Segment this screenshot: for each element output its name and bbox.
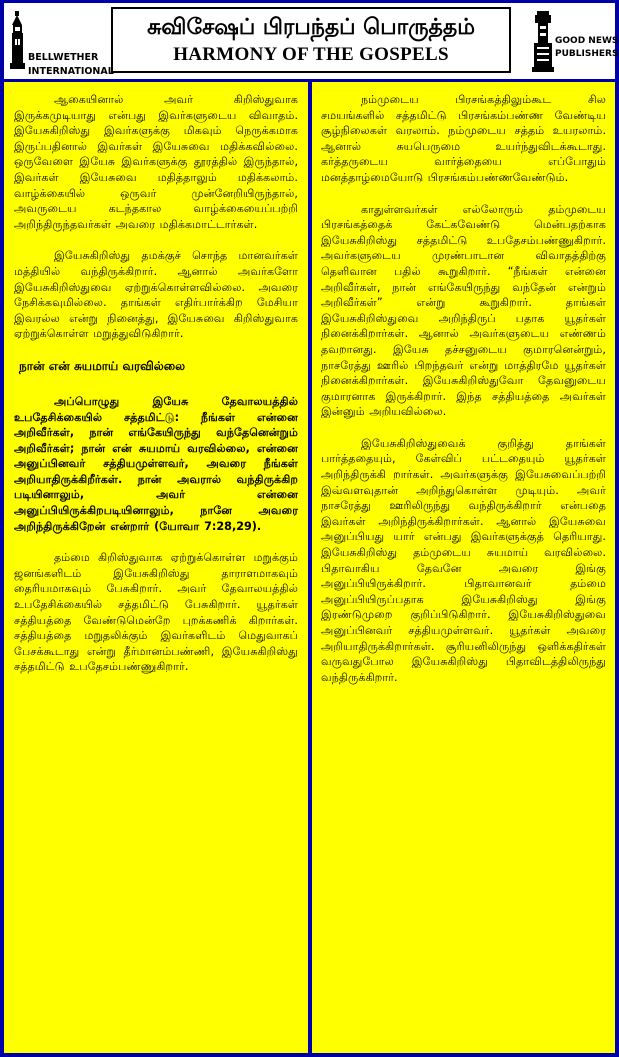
bellwether-logo (8, 9, 114, 77)
right-paragraph-2: காதுள்ளவர்கள் எல்லோரும் தம்முடைய பிரசங்கத்தைக் கேட்கவேண்டு மென்பதற்காக இயேசுகிறிஸ்து சத்தமிட்டு உபதேசம்பண்ணுகிறார். அவர்களுடைய முரண்பாடான விவாதத்திற்கு தெளிவான பதில் கூறுகிறார். “நீங்கள் என்னை அறிவீர்கள், நான் எங்கேயிருந்து வந்தேன் என்றும் அறிவீர்கள்” என்று கூறுகிறார். தாங்கள் இயேசுகிறிஸ்துவை அறிந்திருப் பதாக யூதர்கள் நினைக்கிறார்கள். ஆனால் அவர்களுடைய எண்ணம் தவறானது. இயேசு தச்சனுடைய குமாரனென்றும், நாசரேத்து ஊரில் பிறந்தவர் என்று மாத்திரமே யூதர்கள் நினைக்கிறார்கள். இயேசுகிறிஸ்துவோ தேவனுடைய குமாரனாக இருக்கிறார். இந்த சத்தியத்தை அவர்கள் இன்னும் அறியவில்லை. (321, 202, 606, 419)
page-title-tamil: சுவிசேஷப் பிரபந்தப் பொருத்தம் (147, 15, 475, 40)
scripture-quote: அப்பொழுது இயேசு தேவாலயத்தில் உபதேசிக்கையில் சத்தமிட்டு: நீங்கள் என்னை அறிவீர்கள், நான் எங்கேயிருந்து வந்தேனென்றும் அறிவீர்கள்; நான் என் சுயமாய் வரவில்லை, என்னை அனுப்பினவர் சத்தியமுள்ளவர், அவரை நீங்கள் அறியாதிருக்கிறீர்கள். நான் அவரால் வந்திருக்கிற படியினாலும், அவர் என்னை அனுப்பியிருக்கிறபடியினாலும், நானே அவரை அறிந்திருக்கிறேன் என்றார் (யோவா 7:28,29). (14, 394, 298, 533)
bell-tower-icon (8, 9, 28, 73)
book-icon (531, 9, 555, 73)
left-column (4, 82, 308, 1053)
left-paragraph-2: இயேசுகிறிஸ்து தமக்குச் சொந்த மானவர்கள் மத்தியில் வந்திருக்கிறார். ஆனால் அவர்களோ இயேசுகிறிஸ்துவை ஏற்றுக்கொள்ளவில்லை. அவரை நேசிக்கவுமில்லை. தாங்கள் எதிர்பார்க்கிற மேசியா இவரல்ல என்று நினைத்து, இயேசுவை கிறிஸ்துவாக ஏற்றுக்கொள்ள மறுத்துவிடுகிறார். (14, 249, 298, 341)
title-box (111, 7, 511, 73)
logo-right-line-1: GOOD NEWS (555, 36, 619, 46)
section-heading: நான் என் சுயமாய் வரவில்லை (19, 358, 186, 373)
header (4, 3, 619, 79)
logo-left-line-2: INTERNATIONAL (28, 66, 114, 77)
logo-right-line-2: PUBLISHERS (555, 49, 619, 59)
logo-left-line-1: BELLWETHER (28, 52, 99, 63)
good-news-publishers-logo (531, 9, 619, 73)
right-paragraph-3: இயேசுகிறிஸ்துவைக் குறித்து தாங்கள் பார்த்ததையும், கேள்விப் பட்டதையும் யூதர்கள் அறிந்திருக்கி றார்கள். அவர்களுக்கு இயேசுவைப்பற்றி இவ்வளவுதான் அறிந்துகொள்ள முடியும். அவர் நாசரேத்து ஊரிலிருந்து வந்திருக்கிறார் என்பதை இவர்கள் அறிந்திருக்கிறார்கள். ஆனால் இயேசுவை அனுப்பியது யார் என்பது இவர்களுக்குத் தெரியாது. இயேசுகிறிஸ்து தம்முடைய சுயமாய் வரவில்லை. பிதாவாகிய தேவனே அவரை இங்கு அனுப்பியிருக்கிறார். பிதாவானவர் தம்மை அனுப்பியிருப்பதாக இயேசுகிறிஸ்து இங்கு இரண்டுமுறை குறிப்பிடுகிறார். இயேசுகிறிஸ்துவை அனுப்பினவர் சத்தியமுள்ளவர். யூதர்கள் அவரை அறியாதிருக்கிறார்கள். சூரியனிலிருந்து ஒளிக்கதிர்கள் வருவதுபோல இயேசுகிறிஸ்து பிதாவிடத்திலிருந்து வந்திருக்கிறார். (321, 436, 606, 684)
right-column (312, 82, 615, 1053)
right-paragraph-1: நம்முடைய பிரசங்கத்திலும்கூட சில சமயங்களில் சத்தமிட்டு பிரசங்கம்பண்ண வேண்டிய சூழ்நிலைகள் வரலாம். நம்முடைய சத்தம் உயரலாம். ஆனால் சுயபெருமை உயர்ந்துவிடக்கூடாது. கர்த்தருடைய வார்த்தையை எப்போதும் மனத்தாழ்மையோடு பிரசங்கம்பண்ணவேண்டும். (321, 93, 606, 184)
page-title-english: HARMONY OF THE GOSPELS (173, 44, 449, 65)
left-paragraph-1: ஆகையினால் அவர் கிறிஸ்துவாக இருக்கமுடியாது என்பது இவர்களுடைய விவாதம். இயேசுகிறிஸ்து இவர்களுக்கு மிகவும் நெருக்கமாக இருப்பதினால் இவர்கள் இயேசுவை மதிக்கவில்லை. ஒருவேளை இயேசு இவர்களுக்கு தூரத்தில் இருந்தால், இவர்கள் இயேசுவை மதித்தாலும் மதிக்கலாம். வாழ்க்கையில் ஒருவர் முன்னேறியிருந்தால், அவருடைய கடந்தகால வாழ்க்கையைப்பற்றி அறிந்திருந்தவர்கள் அவரை மதிக்கமாட்டார்கள். (14, 93, 298, 231)
left-paragraph-4: தம்மை கிறிஸ்துவாக ஏற்றுக்கொள்ள மறுக்கும் ஜனங்களிடம் இயேசுகிறிஸ்து தாராளமாகவும் தைரியமாகவும் பேசுகிறார். அவர் தேவாலயத்தில் உபதேசிக்கையில் சத்தமிட்டு பேசுகிறார். யூதர்கள் சத்தியத்தை வேண்டுமென்றே புறக்கணிக் கிறார்கள். சத்தியத்தை மறுதலிக்கும் இவர்களிடம் மெதுவாகப் பேசக்கூடாது என்று தீர்மானம்பண்ணி, இயேசுகிறிஸ்து சத்தமிட்டு உபதேசம்பண்ணுகிறார். (14, 551, 298, 674)
